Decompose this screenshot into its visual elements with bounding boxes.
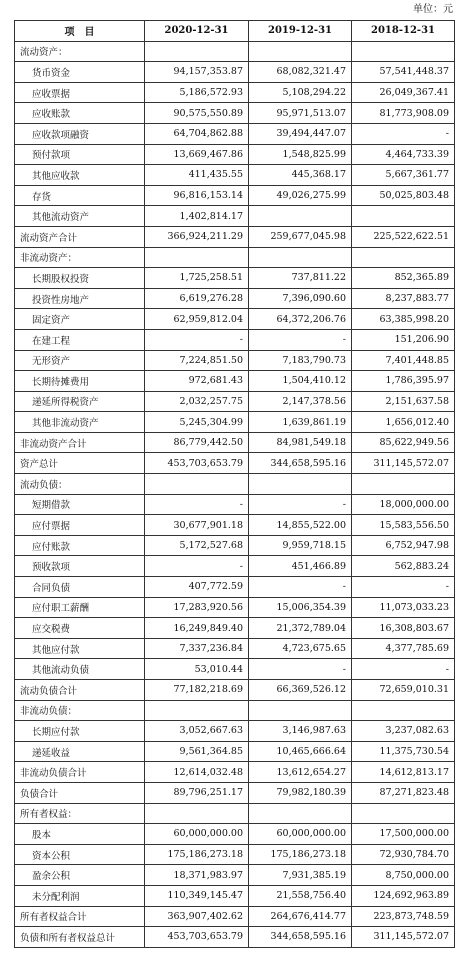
row-value: 8,237,883.77 [352, 288, 455, 309]
row-value: 18,000,000.00 [352, 494, 455, 515]
row-value: 225,522,622.51 [352, 226, 455, 247]
row-label: 股本 [15, 824, 145, 845]
row-label: 递延所得税资产 [15, 391, 145, 412]
unit-label: 单位：元 [413, 4, 453, 15]
table-row [15, 165, 455, 186]
row-value: 72,659,010.31 [352, 680, 455, 701]
row-value: 3,237,082.63 [352, 721, 455, 742]
row-value: 124,692,963.89 [352, 885, 455, 906]
row-value: 6,752,947.98 [352, 535, 455, 556]
row-value: 17,283,920.56 [145, 597, 249, 618]
row-value: 57,541,448.37 [352, 62, 455, 83]
row-value: 7,396,090.60 [249, 288, 352, 309]
row-label: 短期借款 [15, 494, 145, 515]
table-row [15, 494, 455, 515]
row-label: 其他流动负债 [15, 659, 145, 680]
table-row [15, 700, 455, 721]
table-row [15, 185, 455, 206]
table-row [15, 432, 455, 453]
row-value: 366,924,211.29 [145, 226, 249, 247]
row-value: 68,082,321.47 [249, 62, 352, 83]
row-value: 13,612,654.27 [249, 762, 352, 783]
row-label: 应付职工薪酬 [15, 597, 145, 618]
row-label: 流动资产合计 [15, 226, 145, 247]
table-row [15, 103, 455, 124]
table-row [15, 844, 455, 865]
row-value [145, 474, 249, 495]
row-value: 344,658,595.16 [249, 927, 352, 948]
header-row [15, 21, 455, 42]
row-label: 非流动资产合计 [15, 432, 145, 453]
row-value: 2,032,257.75 [145, 391, 249, 412]
row-value [145, 700, 249, 721]
row-label: 固定资产 [15, 309, 145, 330]
row-value: 17,500,000.00 [352, 824, 455, 845]
table-row [15, 782, 455, 803]
row-value [249, 474, 352, 495]
row-label: 存货 [15, 185, 145, 206]
row-label: 流动负债： [15, 474, 145, 495]
row-label: 非流动负债： [15, 700, 145, 721]
row-value: 5,186,572.93 [145, 82, 249, 103]
row-value: 1,786,395.97 [352, 371, 455, 392]
row-value: 972,681.43 [145, 371, 249, 392]
header-2018: 2018-12-31 [352, 21, 455, 42]
row-label: 长期待摊费用 [15, 371, 145, 392]
row-value: 7,401,448.85 [352, 350, 455, 371]
row-value: - [145, 556, 249, 577]
row-label: 所有者权益： [15, 803, 145, 824]
row-value: 5,667,361.77 [352, 165, 455, 186]
row-value: 21,558,756.40 [249, 885, 352, 906]
table-row [15, 350, 455, 371]
row-value: - [145, 494, 249, 515]
row-label: 合同负债 [15, 577, 145, 598]
table-row [15, 618, 455, 639]
table-row [15, 329, 455, 350]
row-label: 未分配利润 [15, 885, 145, 906]
row-value: 453,703,653.79 [145, 927, 249, 948]
row-value: - [249, 329, 352, 350]
row-label: 应付票据 [15, 515, 145, 536]
row-value: 7,224,851.50 [145, 350, 249, 371]
row-label: 长期股权投资 [15, 268, 145, 289]
row-label: 流动负债合计 [15, 680, 145, 701]
row-value: 852,365.89 [352, 268, 455, 289]
row-value [249, 247, 352, 268]
table-row [15, 577, 455, 598]
row-label: 其他流动资产 [15, 206, 145, 227]
row-value: 21,372,789.04 [249, 618, 352, 639]
row-value: 8,750,000.00 [352, 865, 455, 886]
row-value: 79,982,180.39 [249, 782, 352, 803]
row-value [352, 474, 455, 495]
row-value: 94,157,353.87 [145, 62, 249, 83]
row-value: 1,725,258.51 [145, 268, 249, 289]
table-row [15, 82, 455, 103]
row-value: 64,704,862.88 [145, 123, 249, 144]
row-value: 84,981,549.18 [249, 432, 352, 453]
row-value: 311,145,572.07 [352, 453, 455, 474]
row-label: 预收款项 [15, 556, 145, 577]
row-value: 16,308,803.67 [352, 618, 455, 639]
table-row [15, 927, 455, 948]
table-row [15, 268, 455, 289]
row-value: 5,245,304.99 [145, 412, 249, 433]
row-value: 18,371,983.97 [145, 865, 249, 886]
row-value: 6,619,276.28 [145, 288, 249, 309]
row-value: 64,372,206.76 [249, 309, 352, 330]
row-label: 资产总计 [15, 453, 145, 474]
row-value: 11,375,730.54 [352, 741, 455, 762]
row-value: 445,368.17 [249, 165, 352, 186]
row-value: 16,249,849.40 [145, 618, 249, 639]
row-value: 62,959,812.04 [145, 309, 249, 330]
row-value: 737,811.22 [249, 268, 352, 289]
row-value: 3,052,667.63 [145, 721, 249, 742]
row-value: 95,971,513.07 [249, 103, 352, 124]
row-value: 451,466.89 [249, 556, 352, 577]
row-value: - [249, 494, 352, 515]
row-value: 311,145,572.07 [352, 927, 455, 948]
row-label: 其他应收款 [15, 165, 145, 186]
table-row [15, 123, 455, 144]
row-label: 盈余公积 [15, 865, 145, 886]
balance-sheet-table [14, 20, 455, 948]
header-2019: 2019-12-31 [249, 21, 352, 42]
row-value: 81,773,908.09 [352, 103, 455, 124]
row-value: 60,000,000.00 [145, 824, 249, 845]
table-row [15, 247, 455, 268]
row-value: 2,147,378.56 [249, 391, 352, 412]
row-label: 递延收益 [15, 741, 145, 762]
table-row [15, 659, 455, 680]
row-label: 流动资产： [15, 41, 145, 62]
row-value: 86,779,442.50 [145, 432, 249, 453]
row-value: 1,656,012.40 [352, 412, 455, 433]
table-row [15, 721, 455, 742]
row-label: 应收款项融资 [15, 123, 145, 144]
table-row [15, 885, 455, 906]
table-row [15, 515, 455, 536]
table-row [15, 62, 455, 83]
row-value: 7,183,790.73 [249, 350, 352, 371]
table-row [15, 824, 455, 845]
row-label: 货币资金 [15, 62, 145, 83]
row-value: 1,639,861.19 [249, 412, 352, 433]
row-label: 负债合计 [15, 782, 145, 803]
row-value [145, 803, 249, 824]
header-2020: 2020-12-31 [145, 21, 249, 42]
row-value: 363,907,402.62 [145, 906, 249, 927]
row-value [352, 41, 455, 62]
row-value: 13,669,467.86 [145, 144, 249, 165]
row-label: 所有者权益合计 [15, 906, 145, 927]
row-value [352, 247, 455, 268]
row-value: 15,583,556.50 [352, 515, 455, 536]
row-value: 39,494,447.07 [249, 123, 352, 144]
table-row [15, 41, 455, 62]
table-row [15, 474, 455, 495]
row-label: 长期应付款 [15, 721, 145, 742]
table-row [15, 638, 455, 659]
row-value: 9,561,364.85 [145, 741, 249, 762]
row-value: 3,146,987.63 [249, 721, 352, 742]
row-value: 15,006,354.39 [249, 597, 352, 618]
table-row [15, 741, 455, 762]
table-row [15, 309, 455, 330]
row-value: 175,186,273.18 [145, 844, 249, 865]
table-row [15, 288, 455, 309]
table-row [15, 680, 455, 701]
row-label: 负债和所有者权益总计 [15, 927, 145, 948]
table-row [15, 762, 455, 783]
row-value: 2,151,637.58 [352, 391, 455, 412]
row-value: 49,026,275.99 [249, 185, 352, 206]
row-value: 407,772.59 [145, 577, 249, 598]
table-row [15, 226, 455, 247]
row-value: 50,025,803.48 [352, 185, 455, 206]
row-value [145, 247, 249, 268]
row-value: 1,504,410.12 [249, 371, 352, 392]
table-row [15, 206, 455, 227]
row-value: - [352, 659, 455, 680]
row-value: 77,182,218.69 [145, 680, 249, 701]
row-label: 非流动负债合计 [15, 762, 145, 783]
row-value [249, 803, 352, 824]
table-row [15, 412, 455, 433]
row-label: 其他应付款 [15, 638, 145, 659]
row-value: 63,385,998.20 [352, 309, 455, 330]
row-value: 562,883.24 [352, 556, 455, 577]
row-value [249, 206, 352, 227]
row-label: 预付款项 [15, 144, 145, 165]
table-row [15, 865, 455, 886]
row-value: 30,677,901.18 [145, 515, 249, 536]
row-value [249, 41, 352, 62]
row-label: 应收票据 [15, 82, 145, 103]
row-value: 96,816,153.14 [145, 185, 249, 206]
row-value: 5,108,294.22 [249, 82, 352, 103]
row-value [145, 41, 249, 62]
table-row [15, 906, 455, 927]
row-value: 87,271,823.48 [352, 782, 455, 803]
row-label: 无形资产 [15, 350, 145, 371]
header-item: 项 目 [15, 21, 145, 42]
row-value: 89,796,251.17 [145, 782, 249, 803]
table-row [15, 453, 455, 474]
row-value: 60,000,000.00 [249, 824, 352, 845]
row-value: 264,676,414.77 [249, 906, 352, 927]
row-value: 1,402,814.17 [145, 206, 249, 227]
row-value: 9,959,718.15 [249, 535, 352, 556]
table-row [15, 144, 455, 165]
row-value: 10,465,666.64 [249, 741, 352, 762]
row-value: - [352, 123, 455, 144]
row-value: 4,464,733.39 [352, 144, 455, 165]
table-row [15, 803, 455, 824]
row-value: 4,723,675.65 [249, 638, 352, 659]
table-body [15, 41, 455, 947]
row-label: 投资性房地产 [15, 288, 145, 309]
row-value: 1,548,825.99 [249, 144, 352, 165]
row-value: 411,435.55 [145, 165, 249, 186]
row-value: - [145, 329, 249, 350]
row-value: 11,073,033.23 [352, 597, 455, 618]
row-value: 344,658,595.16 [249, 453, 352, 474]
row-value: 72,930,784.70 [352, 844, 455, 865]
row-value: 5,172,527.68 [145, 535, 249, 556]
row-value [352, 700, 455, 721]
row-value: 66,369,526.12 [249, 680, 352, 701]
row-value: 175,186,273.18 [249, 844, 352, 865]
row-value: 14,855,522.00 [249, 515, 352, 536]
row-label: 应交税费 [15, 618, 145, 639]
row-label: 其他非流动资产 [15, 412, 145, 433]
row-value [249, 700, 352, 721]
row-value: 85,622,949.56 [352, 432, 455, 453]
row-value: 14,612,813.17 [352, 762, 455, 783]
row-label: 在建工程 [15, 329, 145, 350]
row-value: 151,206.90 [352, 329, 455, 350]
row-value: 90,575,550.89 [145, 103, 249, 124]
row-value: - [249, 659, 352, 680]
row-label: 资本公积 [15, 844, 145, 865]
row-label: 非流动资产： [15, 247, 145, 268]
row-value: 7,931,385.19 [249, 865, 352, 886]
table-row [15, 371, 455, 392]
table-row [15, 556, 455, 577]
row-value: 453,703,653.79 [145, 453, 249, 474]
row-value: 53,010.44 [145, 659, 249, 680]
row-value: 110,349,145.47 [145, 885, 249, 906]
row-label: 应收账款 [15, 103, 145, 124]
row-value [352, 803, 455, 824]
row-value: 26,049,367.41 [352, 82, 455, 103]
row-value: 259,677,045.98 [249, 226, 352, 247]
row-value: 223,873,748.59 [352, 906, 455, 927]
table-row [15, 391, 455, 412]
row-value: - [352, 577, 455, 598]
row-value: 7,337,236.84 [145, 638, 249, 659]
row-value [352, 206, 455, 227]
row-value: 4,377,785.69 [352, 638, 455, 659]
row-value: 12,614,032.48 [145, 762, 249, 783]
row-label: 应付账款 [15, 535, 145, 556]
row-value: - [249, 577, 352, 598]
table-row [15, 597, 455, 618]
table-row [15, 535, 455, 556]
